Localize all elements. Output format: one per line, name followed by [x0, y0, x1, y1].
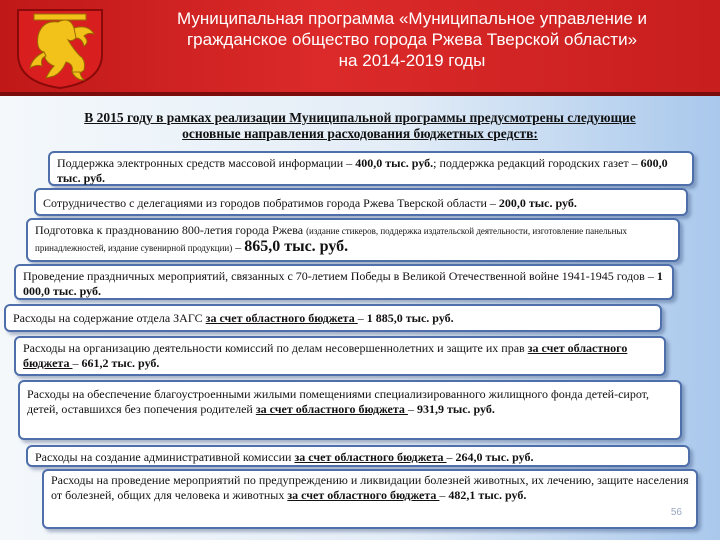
expense-item-delegations: [34, 188, 688, 216]
expense-item-commissions: [14, 336, 666, 376]
item-detail: (издание стикеров, поддержка издательской деятельности, изготовление панельных принадлежностей, издание сувенирной продукции): [35, 226, 627, 253]
header-banner: [0, 0, 720, 92]
item-text: Расходы на проведение мероприятий по предупреждению и ликвидации болезней животных, их лечению, защите населения от болезней, общих для человека и животных: [51, 473, 689, 502]
item-text: Расходы на обеспечение благоустроенными жилыми помещениями специализированного жилищного фонда детей-сирот, детей, оставшихся без попечения родителей: [27, 387, 650, 416]
item-text: Проведение праздничных мероприятий, связанных с 70-летием Победы в Великой Отечественной войне 1941-1945 годов –: [23, 269, 657, 283]
expense-item-victory: [14, 264, 674, 300]
item-text: Расходы на организацию деятельности комиссий по делам несовершеннолетних и защите их прав: [23, 341, 528, 355]
item-dash: –: [439, 488, 449, 502]
item-amount: 482,1 тыс. руб.: [448, 488, 527, 502]
header-divider: [0, 92, 720, 96]
item-text: ; поддержка редакций городских газет –: [433, 156, 641, 170]
page-title: [112, 8, 712, 71]
item-amount: 661,2 тыс. руб.: [81, 356, 160, 370]
title-line-1: Муниципальная программа «Муниципальное управление и: [176, 9, 648, 28]
item-amount: 264,0 тыс. руб.: [455, 450, 534, 464]
item-budget-source: за счет областного бюджета: [255, 402, 408, 416]
item-amount: 600,0 тыс. руб.: [57, 156, 668, 185]
item-dash: –: [446, 450, 456, 464]
expense-item-zags: [4, 304, 662, 332]
intro-line-1: В 2015 году в рамках реализации Муниципальной программы предусмотрены следующие: [84, 110, 636, 125]
coat-of-arms-icon: [14, 6, 106, 90]
item-dash: –: [357, 311, 367, 325]
item-text: Сотрудничество с делегациями из городов побратимов города Ржева Тверской области –: [43, 196, 499, 210]
item-budget-source: за счет областного бюджета: [23, 341, 628, 370]
title-line-3: на 2014-2019 годы: [338, 51, 486, 70]
expense-item-admin-commission: [26, 445, 690, 467]
intro-heading: [10, 110, 710, 142]
item-amount: 931,9 тыс. руб.: [416, 402, 495, 416]
item-dash: –: [232, 240, 245, 254]
intro-line-2: основные направления расходования бюджетных средств:: [182, 126, 538, 141]
expense-item-anniversary: [26, 218, 680, 262]
item-text: Расходы на содержание отдела ЗАГС: [13, 311, 206, 325]
item-text: Подготовка к празднованию 800-летия города Ржева: [35, 223, 307, 237]
item-text: Поддержка электронных средств массовой информации –: [57, 156, 356, 170]
item-amount: 400,0 тыс. руб.: [355, 156, 434, 170]
item-amount: 1 885,0 тыс. руб.: [366, 311, 454, 325]
item-dash: –: [72, 356, 82, 370]
expense-item-media: [48, 151, 694, 186]
title-line-2: гражданское общество города Ржева Тверской области»: [186, 30, 638, 49]
item-budget-source: за счет областного бюджета: [287, 488, 440, 502]
item-budget-source: за счет областного бюджета: [205, 311, 358, 325]
item-amount: 1 000,0 тыс. руб.: [23, 269, 663, 298]
item-amount: 200,0 тыс. руб.: [498, 196, 577, 210]
item-dash: –: [407, 402, 417, 416]
item-text: Расходы на создание административной комиссии: [35, 450, 295, 464]
item-budget-source: за счет областного бюджета: [294, 450, 447, 464]
expense-item-housing: [18, 380, 682, 440]
page-number: 56: [670, 507, 682, 518]
item-amount: 865,0 тыс. руб.: [244, 238, 349, 255]
expense-item-animal-diseases: [42, 469, 698, 529]
